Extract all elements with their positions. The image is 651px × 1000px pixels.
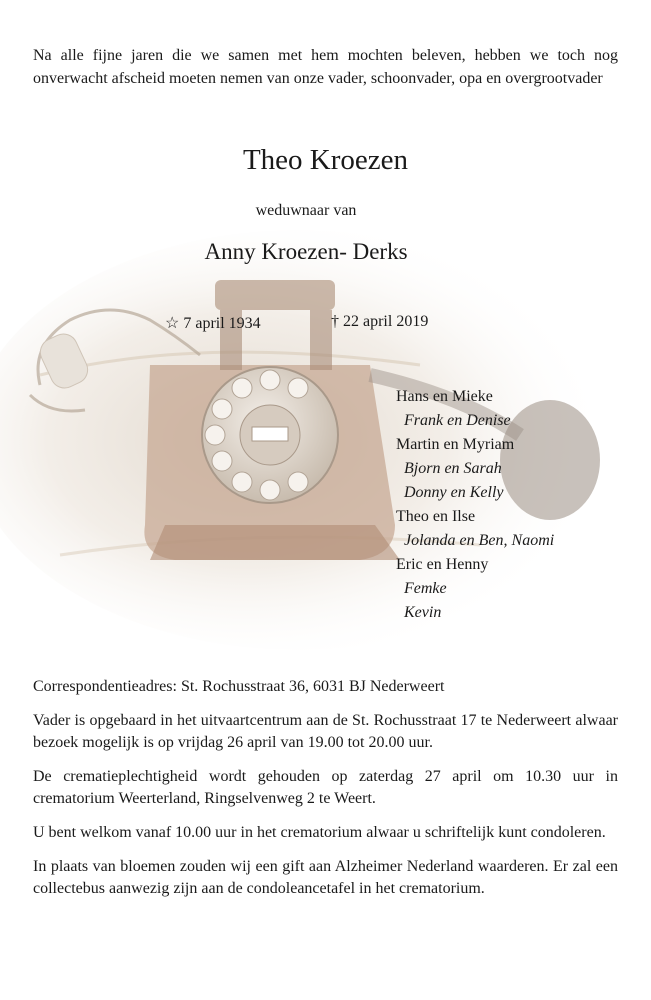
family-list xyxy=(396,385,554,625)
condolence-info: U bent welkom vanaf 10.00 uur in het crematorium alwaar u schriftelijk kunt condoleren. xyxy=(33,824,606,841)
family-member: Eric en Henny xyxy=(396,556,489,573)
family-member: Kevin xyxy=(404,604,442,621)
family-member: Theo en Ilse xyxy=(396,508,476,525)
family-member: Femke xyxy=(404,580,447,597)
family-member: Bjorn en Sarah xyxy=(404,460,502,477)
donation-info: In plaats van bloemen zouden wij een gift aan Alzheimer Nederland waarderen. Er zal een collectebus aanwezig zijn aan de condoleancetafel in het crematorium. xyxy=(33,858,618,897)
spouse-name: Anny Kroezen- Derks xyxy=(204,239,408,264)
widower-label: weduwnaar van xyxy=(255,202,357,219)
intro-text: Na alle fijne jaren die we samen met hem mochten beleven, hebben we toch nog onverwacht afscheid moeten nemen van onze vader, schoonvader, opa en overgrootvader xyxy=(33,47,618,87)
family-member: Jolanda en Ben, Naomi xyxy=(404,532,555,549)
family-member: Hans en Mieke xyxy=(396,388,493,405)
viewing-info: Vader is opgebaard in het uitvaartcentrum aan de St. Rochusstraat 17 te Nederweert alwaar bezoek mogelijk is op vrijdag 26 april van 19.00 tot 20.00 uur. xyxy=(33,712,618,751)
footer-info xyxy=(33,676,618,912)
family-member: Donny en Kelly xyxy=(404,484,504,501)
death-date: † 22 april 2019 xyxy=(331,313,429,330)
ceremony-info: De crematieplechtigheid wordt gehouden op zaterdag 27 april om 10.30 uur in crematorium Weerterland, Ringselvenweg 2 te Weert. xyxy=(33,768,618,807)
deceased-name: Theo Kroezen xyxy=(242,144,409,176)
correspondence-address: Correspondentieadres: St. Rochusstraat 36, 6031 BJ Nederweert xyxy=(33,678,445,695)
birth-date: ☆ 7 april 1934 xyxy=(165,315,261,332)
family-member: Martin en Myriam xyxy=(396,436,515,453)
family-member: Frank en Denise xyxy=(404,412,511,429)
